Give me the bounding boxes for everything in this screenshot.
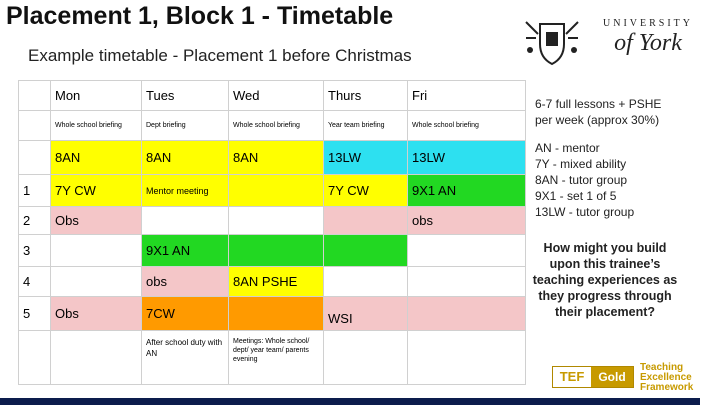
- table-row-after-school: [19, 331, 526, 385]
- cell-thurs-p4: [324, 267, 408, 297]
- cell-tues-reg: 8AN: [142, 141, 229, 175]
- logo-university: UNIVERSITY: [603, 18, 693, 29]
- reflection-question: How might you build upon this trainee’s teaching experiences as they progress through their placement?: [532, 241, 678, 319]
- briefing-tues: Dept briefing: [142, 111, 229, 141]
- cell-thurs-p2: [324, 207, 408, 235]
- table-row-reg: [19, 141, 526, 175]
- period-label-1: 1: [19, 175, 51, 207]
- page-title: Placement 1, Block 1 - Timetable: [6, 2, 394, 30]
- briefing-fri: Whole school briefing: [408, 111, 526, 141]
- cell-fri-p5: [408, 297, 526, 331]
- gold-label: Gold: [591, 367, 633, 387]
- logo-of-york: of York: [614, 30, 682, 56]
- cell-thurs-reg: 13LW: [324, 141, 408, 175]
- cell-fri-reg: 13LW: [408, 141, 526, 175]
- table-row-period-1: [19, 175, 526, 207]
- briefing-mon: Whole school briefing: [51, 111, 142, 141]
- cell-mon-reg: 8AN: [51, 141, 142, 175]
- table-row-period-2: [19, 207, 526, 235]
- cell-wed-p1: [229, 175, 324, 207]
- table-row-period-4: [19, 267, 526, 297]
- table-row-briefings: [19, 111, 526, 141]
- footer-bar: [0, 398, 700, 405]
- page-subtitle: Example timetable - Placement 1 before Christmas: [28, 46, 412, 65]
- table-row-period-5: [19, 297, 526, 331]
- cell-tues-p2: [142, 207, 229, 235]
- cell-tues-p5: 7CW: [142, 297, 229, 331]
- day-fri: Fri: [408, 81, 526, 111]
- cell-tues-after: After school duty with AN: [142, 331, 229, 385]
- timetable: [18, 80, 526, 385]
- cell-wed-p4: 8AN PSHE: [229, 267, 324, 297]
- table-row-days: [19, 81, 526, 111]
- key-note: AN - mentor 7Y - mixed ability 8AN - tutor group 9X1 - set 1 of 5 13LW - tutor group: [535, 141, 635, 219]
- period-label-2: 2: [19, 207, 51, 235]
- lessons-note: 6-7 full lessons + PSHE per week (approx 30%): [535, 97, 662, 127]
- cell-fri-p3: [408, 235, 526, 267]
- cell-wed-reg: 8AN: [229, 141, 324, 175]
- cell-tues-p4: obs: [142, 267, 229, 297]
- briefing-wed: Whole school briefing: [229, 111, 324, 141]
- cell-fri-p2: obs: [408, 207, 526, 235]
- tef-framework-text: Teaching Excellence Framework: [640, 362, 694, 393]
- cell-fri-p4: [408, 267, 526, 297]
- period-label-4: 4: [19, 267, 51, 297]
- cell-thurs-p1: 7Y CW: [324, 175, 408, 207]
- day-mon: Mon: [51, 81, 142, 111]
- corner-cell: [19, 81, 51, 111]
- day-wed: Wed: [229, 81, 324, 111]
- briefing-thurs: Year team briefing: [324, 111, 408, 141]
- cell-wed-after: Meetings: Whole school/ dept/ year team/ parents evening: [229, 331, 324, 385]
- day-tues: Tues: [142, 81, 229, 111]
- university-logo: [598, 18, 698, 57]
- cell-mon-p2: Obs: [51, 207, 142, 235]
- tef-gold-badge: [552, 366, 634, 388]
- cell-wed-p3: [229, 235, 324, 267]
- cell-mon-p4: [51, 267, 142, 297]
- cell-wed-p5: [229, 297, 324, 331]
- cell-fri-p1: 9X1 AN: [408, 175, 526, 207]
- cell-thurs-p5: WSI: [324, 297, 408, 331]
- cell-wed-p2: [229, 207, 324, 235]
- cell-mon-p5: Obs: [51, 297, 142, 331]
- cell-tues-p1: Mentor meeting: [142, 175, 229, 207]
- cell-thurs-p3: [324, 235, 408, 267]
- cell-tues-p3: 9X1 AN: [142, 235, 229, 267]
- table-row-period-3: [19, 235, 526, 267]
- period-label-3: 3: [19, 235, 51, 267]
- university-crest-icon: [522, 18, 582, 66]
- day-thurs: Thurs: [324, 81, 408, 111]
- period-label-5: 5: [19, 297, 51, 331]
- cell-mon-p3: [51, 235, 142, 267]
- tef-label: TEF: [553, 367, 591, 387]
- cell-mon-p1: 7Y CW: [51, 175, 142, 207]
